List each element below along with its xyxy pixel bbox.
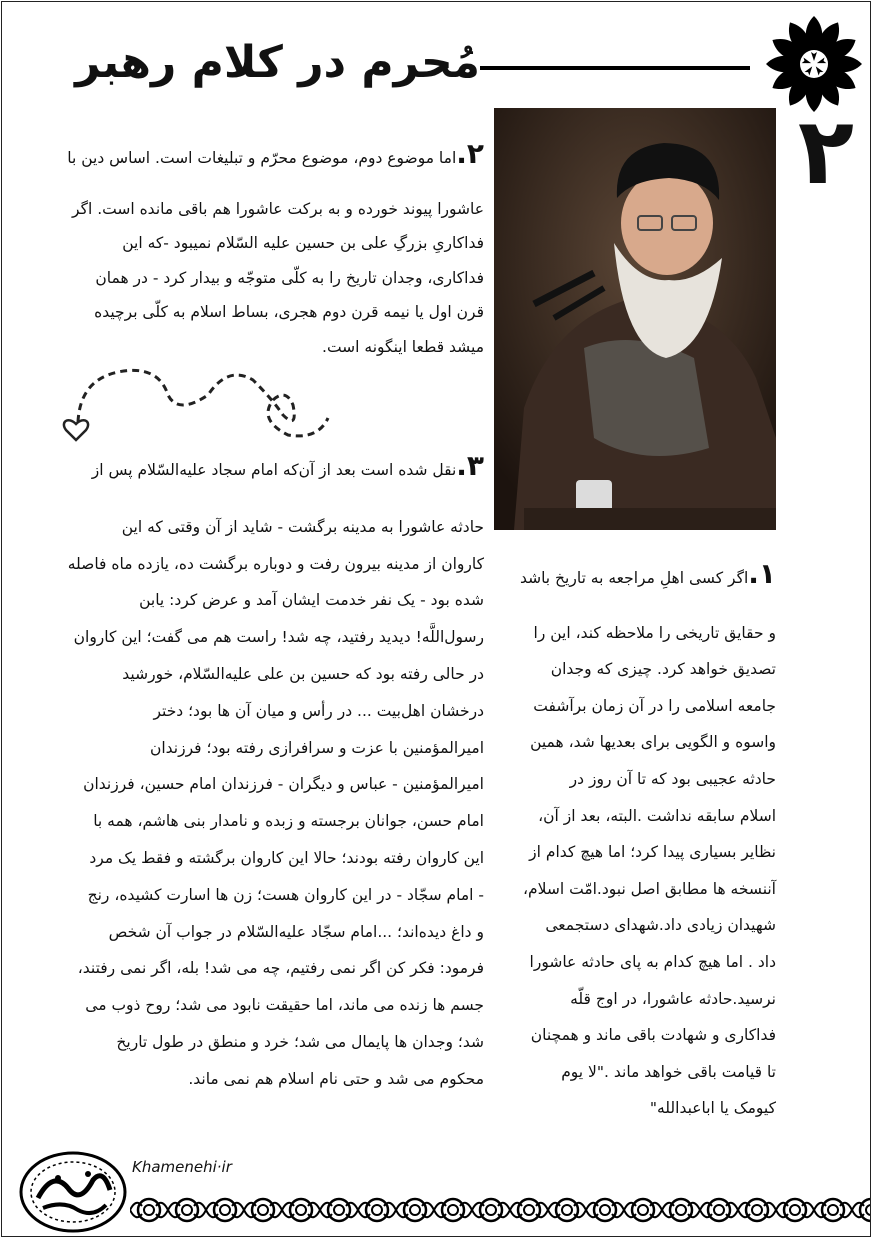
title-underline xyxy=(480,66,750,70)
section-1-line: تصدیق خواهد کرد. چیزی که وجدان xyxy=(550,660,776,679)
section-2-line: فداکاری، وجدان تاریخ را به کلّی متوجّه و بیدار کرد - در همان xyxy=(95,268,484,287)
section-2-line: اما موضوع دوم، موضوع محرّم و تبلیغات است. اساس دین با xyxy=(67,149,457,167)
section-1-line: نرسید.حادثه عاشورا، در اوج قلّه xyxy=(570,989,776,1008)
section-2-line: قرن اول یا نیمه قرن دوم هجری، بساط اسلام به کلّی برچیده xyxy=(94,303,484,321)
section-3-line: امیرالمؤمنین - عباس و دیگران - فرزندان امام حسین، فرزندان xyxy=(83,775,484,794)
section-3-line: امام حسن، جوانان برجسته و زبده و نامدار بنی هاشم، همه با xyxy=(93,812,484,831)
section-1-line: کیومک یا اباعبدالله" xyxy=(649,1099,776,1118)
section-1-line: فداکاری و شهادت باقی ماند و همچنان xyxy=(530,1026,776,1045)
portrait-photo xyxy=(494,108,776,530)
section-3-line: رسول‌اللَّه! دیدید رفتید، چه شد! راست هم می گفت؛ این کاروان xyxy=(73,628,484,647)
section-3-line: امیرالمؤمنین با عزت و سرافرازی رفته بود؛ فرزندان xyxy=(149,738,484,757)
footer-ornament-border xyxy=(130,1192,870,1228)
section-1-line: واسوه و الگویی برای بعدیها شد، همین xyxy=(530,733,776,752)
section-1-line: اگر کسی اهلِ مراجعه به تاریخ باشد xyxy=(519,569,749,587)
section-1-line: نظایر بسیاری پیدا کرد؛ اما هیچ کدام از xyxy=(529,843,776,862)
section-1-line: تا قیامت باقی خواهد ماند ."لا یوم xyxy=(561,1062,776,1081)
section-1-line: اسلام سابقه نداشت .البته، بعد از آن، xyxy=(538,806,776,825)
section-1-line: و حقایق تاریخی را ملاحظه کند، این را xyxy=(533,623,776,642)
section-2-paragraph xyxy=(38,137,484,364)
page-number: ۲ xyxy=(797,98,855,205)
section-3-number: ۳. xyxy=(456,449,484,482)
dashed-heart-path-icon xyxy=(58,360,338,450)
page-title: مُحرم در کلام رهبر xyxy=(75,37,480,88)
section-1-line: آننسخه ها مطابق اصل نبود.امّت اسلام، xyxy=(523,879,776,898)
section-3-paragraph xyxy=(38,449,484,1098)
section-3-line: نقل شده است بعد از آن‌که امام سجاد علیه‌السّلام پس از xyxy=(91,461,457,479)
section-3-line: درخشان اهل‌بیت ... در رأس و میان آن ها بود؛ دختر xyxy=(153,701,484,720)
section-3-line: شد؛ وجدان ها پایمال می شد؛ خرد و منطق در طول تاریخ xyxy=(116,1032,484,1051)
section-1-number: ۱. xyxy=(748,557,776,590)
section-1-line: شهیدان زیادی داد.شهدای دستجمعی xyxy=(545,916,776,935)
section-3-line: شده بود - یک نفر خدمت ایشان آمد و عرض کرد: یابن xyxy=(139,591,484,610)
section-2-line: فداکاریِ بزرگِ علی بن حسین علیه السّلام نمیبود -که این xyxy=(122,234,484,252)
section-2-number: ۲. xyxy=(456,137,484,170)
section-2-line: میشد قطعا اینگونه است. xyxy=(322,337,484,356)
site-name: Khamenehi·ir xyxy=(132,1158,232,1176)
section-1-line: حادثه عجیبی بود که تا آن روز در xyxy=(569,769,776,788)
section-3-line: - امام سجّاد - در این کاروان هست؛ زن ها اسارت کشیده، رنج xyxy=(87,885,484,904)
section-3-line: محکوم می شد و حتی نام اسلام هم نمی ماند. xyxy=(188,1069,484,1088)
section-3-line: این کاروان رفته بودند؛ حالا این کاروان برگشته و فقط یک مرد xyxy=(89,848,484,867)
section-2-line: عاشورا پیوند خورده و به برکت عاشورا هم باقی مانده است. اگر xyxy=(72,199,484,218)
section-3-line: حادثه عاشورا به مدینه برگشت - شاید از آن وقتی که این xyxy=(121,517,484,536)
section-3-line: در حالی رفته بود که حسین بن علی علیه‌السّلام، خورشید xyxy=(122,664,484,683)
section-1-paragraph xyxy=(500,557,776,1127)
section-1-line: جامعه اسلامی را در آن زمان برآشفت xyxy=(533,696,776,715)
calligraphy-seal-icon xyxy=(18,1150,128,1234)
section-3-line: فرمود: فکر کن اگر نمی رفتیم، چه می شد! بله، اگر نمی رفتند، xyxy=(77,959,484,978)
section-1-line: داد . اما هیچ کدام به پای حادثه عاشورا xyxy=(529,952,776,971)
section-3-line: کاروان از مدینه بیرون رفت و دوباره برگشت ده، یازده ماه فاصله xyxy=(67,554,484,573)
section-3-line: جسم ها زنده می ماند، اما حقیقت نابود می شد؛ روح ذوب می xyxy=(85,996,484,1015)
section-3-line: و داغ دیده‌اند؛ ...امام سجّاد علیه‌السّلام در جواب آن شخص xyxy=(108,922,484,941)
